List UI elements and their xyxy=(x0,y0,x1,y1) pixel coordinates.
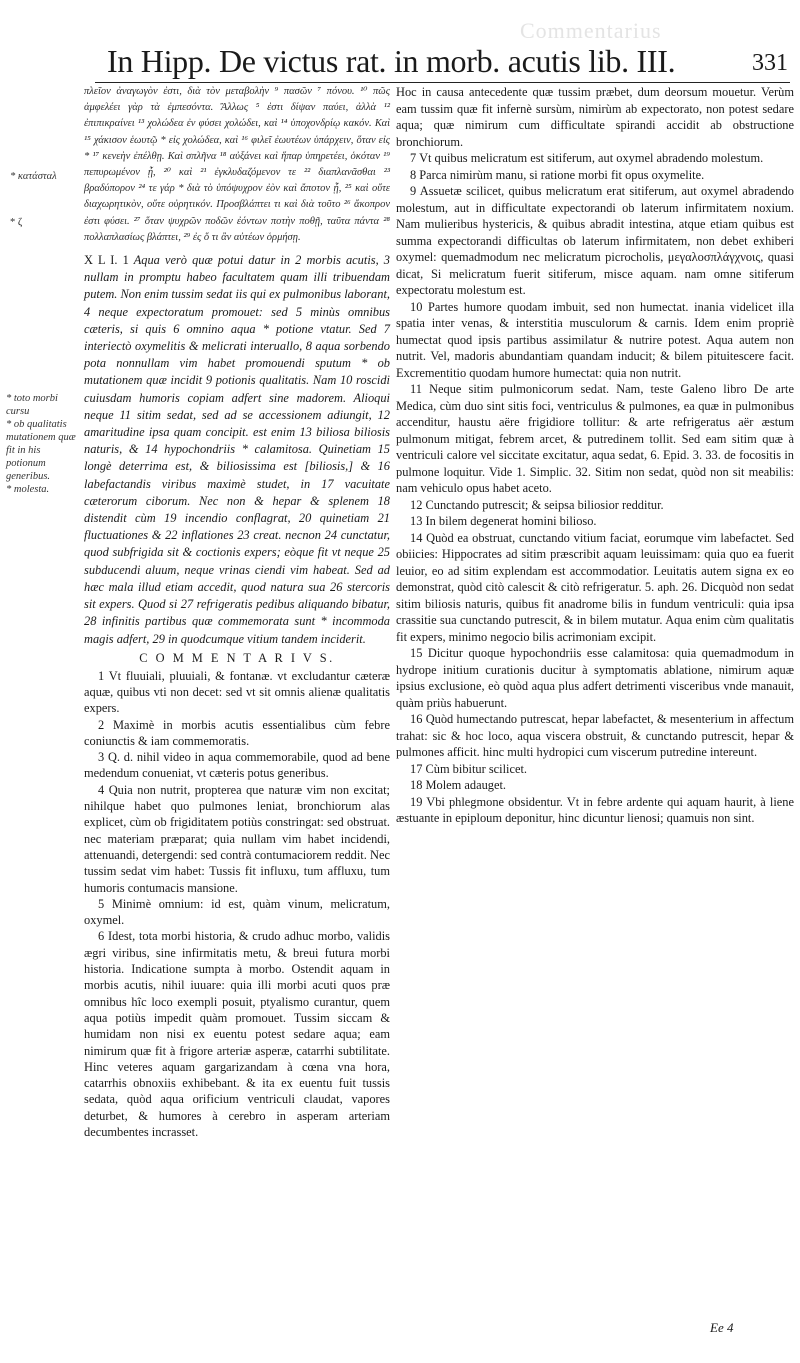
margin-note-marker: * ζ xyxy=(10,217,23,228)
commentary-paragraph: 18 Molem adauget. xyxy=(410,778,507,792)
running-header xyxy=(95,42,790,83)
commentary-paragraph: 19 Vbi phlegmone obsidentur. Vt in febre ardente qui aquam haurit, à liene æstuante in epiploum deponitur, hinc dicuntur lienosi; quamuis non sint. xyxy=(396,794,794,825)
commentary-paragraph: 5 Minimè omnium: id est, quàm vinum, melicratum, oxymel. xyxy=(84,896,390,928)
commentary-paragraph: 12 Cunctando putrescit; & seipsa biliosior redditur. xyxy=(410,497,664,512)
commentary-paragraph: Hoc in causa antecedente quæ tussim præbet, dum deorsum mouetur. Verùm eam tussim quæ fit infernè sursùm, nimirùm ab expectorato, non potest sedare aqua; quæ nimirum cum difficultate spirandi accidit ab obstructione bronchiorum. xyxy=(396,85,794,149)
commentary-paragraph: 6 Idest, tota morbi historia, & crudo adhuc morbo, validis ægri viribus, sine infirmitatis metu, & breui futura morbi historia. Indicatione sumpta à morbo. Ostendit aquam in morbis acutis, nihil iuuare: quia illi morbi acuti quos præ omnibus hîc loco exempli posuit, ptyalismo curantur, quem aqua potiùs impedit quàm promouet. Tussim siccam & humidam non nisi ex euentu potest sedare aqua; eam nimirum quæ fit à frigore arteriæ asperæ, catarrhi subtilitate. Hinc veteres aquam gargarizandam à cœna vna hora, catarrhis obnoxiis exhibebant. & ita ex euentu fuit tussis sedata, quòd aqua orificium ventriculi claudat, vapores deturbet, & humores à cerebro in asperam arteriam decumbentes incrasset. xyxy=(84,929,390,1140)
left-column xyxy=(84,84,390,1140)
commentary-paragraph: 14 Quòd ea obstruat, cunctando vitium faciat, eorumque vim labefactet. Sed obiicies: Hippocrates ad sitim præscribit aquam leuissimam: quia quo ea fuerit leuior, eo ad sitim explendam est accommodatior. Leuitatis autem signa ex eo demonstrat, quòd citò calescit & citò refrigeratur. 5. aph. 26. Dicquòd non sedat sitim biliosis naturis, quibus fit anadrome bilis in fundum ventriculi: quia ipsa crassitie sua cunctando putrescit, & in bilem mutatur. Aqua enim cùm qualitatis fit expers, minimo negocio bilis acrimoniam excipit. xyxy=(396,530,794,644)
bleed-through-text: Commentarius xyxy=(520,18,662,43)
right-column xyxy=(396,84,794,827)
commentary-paragraph: 17 Cùm bibitur scilicet. xyxy=(410,761,528,776)
commentarius-heading: C O M M E N T A R I V S. xyxy=(139,650,335,665)
commentary-paragraph: 2 Maximè in morbis acutis essentialibus cùm febre coniunctis & iam commemoratis. xyxy=(84,717,390,748)
commentary-paragraph: 16 Quòd humectando putrescat, hepar labefactet, & mesenterium in affectum trahat: sic & hoc loco, aqua viscera obstruit, & cunctando putrescit, hepar & pulmones afficit. hinc multi hydropici cum viscerum putredine intereunt. xyxy=(396,712,794,759)
page-title: In Hipp. De victus rat. in morb. acutis lib. III. xyxy=(107,43,676,79)
commentary-paragraph: 3 Q. d. nihil video in aqua commemorabile, quod ad bene medendum conueniat, vt cæteris potus generibus. xyxy=(84,750,390,781)
latin-translation-body: Aqua verò quæ potui datur in 2 morbis acutis, 3 nullam in promptu habeo facultatem quam illi tribuendam putem. Non enim tussim sedat iis qui ex pulmonibus laborant, 4 neque expectoratum promouet: sed 5 minùs omnibus cæteris, si quis 6 omnino aqua * potione vtatur. Sed 7 interiectò oxymelitis & melicrati interuallo, 8 aqua sorbendo pota nonnullam vim habet promouendi sputum * ob mutationem quæ incidit 9 potionis qualitatis. Nam 10 roscidi cuiusdam humoris copiam adfert sine madorem. Alioqui neque 11 sitim sedat, sed ad se accessionem adiungit, 12 amaritudine ipsa quam concipit. est enim 13 biliosa biliosis naturis, & 14 hypochondriis * calamitosa. Quinetiam 15 longè deterrima est, & biliosissima est [biliosis,] & 16 labefactandis viribus maximè studet, in 17 vacuitate cæterorum ciborum. Nec non & hepar & splenem 18 distendit cùm 19 incendio conflagrat, 20 quinetiam 21 fluctuationes & 22 inflationes 23 creat. necnon 24 cunctatur, quod subfrigida sit & coctionis expers; eòque fit vt neque 25 subducendi aluum, neque vrinas ciendi vim habeat. Sed ad hæc mala illud etiam accedit, quod natura sua 26 stercoris sit expers. Quod si 27 refrigeratis pedibus aliquando bibatur, 28 infinitis partibus quæ commemorata sunt * incommoda magis adfert, 29 in quodcumque vitium tandem inciderit. xyxy=(84,253,390,646)
page-number: 331 xyxy=(752,50,788,76)
latin-translation xyxy=(84,252,390,648)
commentary-paragraph: 1 Vt fluuiali, pluuiali, & fontanæ. vt excludantur cæteræ aquæ, quibus vti non decet: sed vt sit omnis alienæ qualitatis expers. xyxy=(84,668,390,716)
commentary-paragraph: 13 In bilem degenerat homini bilioso. xyxy=(410,514,597,528)
commentary-paragraph: 10 Partes humore quodam imbuit, sed non humectat. inania videlicet illa spatia inter venas, & interstitia musculorum & carnis. Idem enim propriè humectat quod ipsis partibus assimilatur & nutrire potest. Aqua autem non nutrit. Vel, madoris abundantiam quandam inducit; & bilem pituitescere facit. Excrementitio quodam humore humectat: quia non nutrit. xyxy=(396,299,794,380)
commentary-paragraph: 15 Dicitur quoque hypochondriis esse calamitosa: quia quemadmodum in hydrope initium curationis ducitur à symptomatis ablatione, nimirum aquæ ipsius exclusione, eò quòd aqua plus adfert detrimenti visceribus vnde manauit, quàm priùs habuerunt. xyxy=(396,646,794,710)
commentary-paragraph: 7 Vt quibus melicratum est sitiferum, aut oxymel abradendo molestum. xyxy=(410,151,764,165)
greek-text: πλεῖον ἀναγωγὸν ἐστι, διὰ τὸν μεταβολὴν ⁹ πασῶν ⁷ πόνου. ¹⁰ πῶς ἀμφελέει γὰρ τὰ ἐμπεσόντα. Ἄλλως ⁵ ἐστι δίψαν παύει, ἀλλὰ ¹² ἐπιπικραίνει ¹³ χολώδεα ἐν φύσει χολώδει, καὶ ¹⁴ ὑποχονδρίῳ κακόν. Καὶ ¹⁵ χάκισον ἑωυτῷ * εἰς χολώδεα, καὶ ¹⁶ φιλεῖ ἐωυτέων ὑπάρχειν, ὅταν εἰς * ¹⁷ κενεὴν ἐπέλθῃ. Καὶ σπλῆνα ¹⁸ αὐξάνει καὶ ἥπαρ ὑπηρετέει, ὁκόταν ¹⁹ πεπυρωμένον ᾖ, ²⁰ καὶ ²¹ ἐγκλυδαζόμενον τε ²² διαπλανᾶσθαι ²³ βραδύπορον ²⁴ τε γάρ * διὰ τὸ ὑπόψυχρον ἐὸν καὶ ἄποτον ᾖ, ²⁵ καὶ οὔτε διαχωρητικὸν, οὔτε οὐρητικόν. Προσβλάπτει τι καὶ διὰ τοῦτο ²⁶ ἄκοπρον ἐστι φύσει. ²⁷ ὅταν ψυχρῶν ποδῶν ἐόντων ποτὴν ποθῇ, ταῦτα πάντα ²⁸ πολλαπλασίως βλάπτει, ²⁹ ἐς ὅ τι ἂν αὐτέων ὁρμήσῃ. xyxy=(84,86,390,243)
commentary-paragraph: 4 Quia non nutrit, propterea que naturæ vim non excitat; nihilque habet quo pulmones leniat, bronchiorum alas explicet, cùm ob frigiditatem potiùs constringat: sed obstruat. nec materiam præparat; quia nullam vim habet incidendi, attenuandi, detergendi: sed contrà contumaciorem reddit. Nec tussim sedat vim habet: Tussis fit influxu, tum affluxu, tum humoris contumacis mansione. xyxy=(84,782,390,895)
margin-note-greek: * κατάσταλ xyxy=(10,171,57,182)
commentary-paragraph: 9 Assuetæ scilicet, quibus melicratum erat sitiferum, aut oxymel abradendo molestum, aut in difficultate expectorandi ob laterum infirmitatem noxium. Nam mulieribus hystericis, & quibus abradit intestina, atque etiam quibus est summa expectorandi difficultas ob laterum infirmitatem, non debet exhiberi oxymel: quemadmodum nec melicratum picrocholis, μεγαλοσπλάγχνοις, quasi dicat, Si melicratum fuerit sitiferum, misce aquam. nam omne sitiferum expectoratu molestum est. xyxy=(396,184,794,297)
signature-mark: Ee 4 xyxy=(710,1320,734,1335)
commentary-paragraph: 8 Parca nimirùm manu, si ratione morbi fit opus oxymelite. xyxy=(410,167,705,182)
margin-note-latin: * toto morbi cursu * ob qualitatis mutationem quæ fit in his potionum generibus. * molesta. xyxy=(6,393,76,495)
commentary-paragraph: 11 Neque sitim pulmonicorum sedat. Nam, teste Galeno libro De arte Medica, cùm duo sint sitis foci, ventriculus & pulmones, ea quæ in pulmonibus accenditur, haustu aëre frigidiore tollitur: & arte refrigeratus aër æstum pulmonum mitigat, febrem arcet, & putredinem tollit. Sed eam sitim quæ à ventriculi calore vel siccitate excitatur, aqua sedat, 6. Epid. 3. 33. de focositis in pulmone loquitur. Vide 1. Simplic. 32. Sitim non sedat, quòd non sit meabilis: nam vehiculo opus habet aceto. xyxy=(396,382,794,495)
section-number: X L I. 1 xyxy=(84,253,129,268)
